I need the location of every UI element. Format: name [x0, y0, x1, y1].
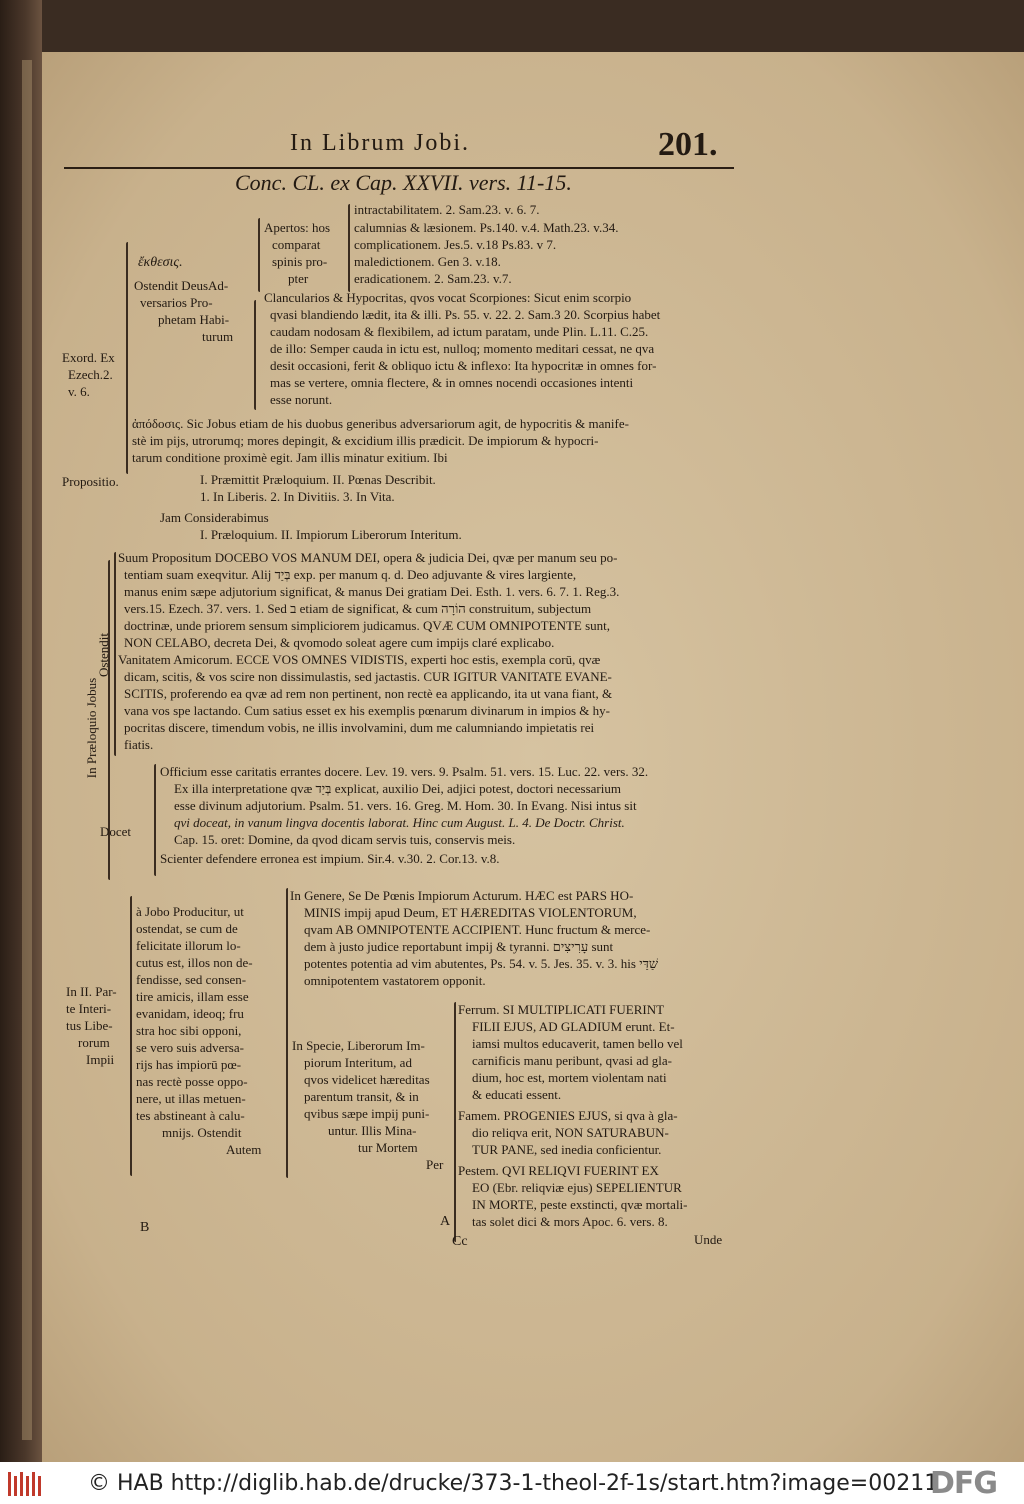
producitur-line: nas rectè posse oppo- [136, 1074, 248, 1089]
specie-line: qvos videlicet hæreditas [304, 1072, 430, 1087]
clancularios-line: caudam nodosam & flexibilem, ad ictum paratam, unde Plin. L.11. C.25. [270, 324, 649, 339]
clancularios-line: mas se vertere, omnia flectere, & in omnes nocendi occasiones intenti [270, 375, 634, 390]
signature-b: B [140, 1220, 150, 1235]
propositio-label: Propositio. [62, 474, 119, 489]
pestem-line: Pestem. QVI RELIQVI FUERINT EX [458, 1163, 659, 1178]
specie-line: untur. Illis Mina- [328, 1123, 417, 1138]
exord-label: Exord. Ex [62, 350, 115, 365]
ostendit-line: manus enim sæpe adjutorium significat, & manus Dei gratiam Dei. Esth. 1. vers. 6. 7. 1. Reg.3. [124, 584, 620, 599]
ostendit-side-label: Ostendit [96, 632, 111, 678]
propositio-line: 1. In Liberis. 2. In Divitiis. 3. In Vita. [200, 489, 395, 504]
genere-line: omnipotentem vastatorem opponit. [304, 973, 486, 988]
hab-logo-icon [6, 1470, 50, 1498]
producitur-line: tire amicis, illam esse [136, 989, 249, 1004]
genere-line: potentes potentia ad vim abutentes, Ps. 54. v. 5. Jes. 35. v. 3. his שַׁדַּי [304, 956, 659, 971]
ostendit-line: tentiam suam exeqvitur. Alij בְּיַד exp. per manum q. d. Deo adjuvante & vires largiente, [124, 567, 577, 582]
docet-line: qvi doceat, in vanum lingva docentis laborat. Hinc cum August. L. 4. De Doctr. Christ. [174, 815, 625, 830]
producitur-line: felicitate illorum lo- [136, 938, 241, 953]
propositio-line: Jam Considerabimus [160, 510, 269, 525]
footer-bar [0, 1462, 1024, 1504]
ostendit-label: Ostendit DeusAd- [134, 278, 229, 293]
ostendit-line: NON CELABO, decreta Dei, & qvomodo soleat agere cum impijs claré explicabo. [124, 635, 555, 650]
propositio-line: I. Præloquium. II. Impiorum Liberorum Interitum. [200, 527, 462, 542]
specie-line: Per [426, 1157, 444, 1172]
interitus-label: In II. Par- [66, 984, 117, 999]
ostendit-line: Vanitatem Amicorum. ECCE VOS OMNES VIDISTIS, experti hoc estis, exempla corū, qvæ [118, 652, 601, 667]
exord-label: v. 6. [68, 384, 90, 399]
producitur-line: mnijs. Ostendit [162, 1125, 242, 1140]
specie-line: tur Mortem [358, 1140, 418, 1155]
apertos-item: intractabilitatem. 2. Sam.23. v. 6. 7. [354, 202, 540, 217]
producitur-line: Autem [226, 1142, 262, 1157]
apodosis-line: tarum conditione proximè egit. Jam illis minatur exitium. Ibi [132, 450, 448, 465]
clancularios-line: qvasi blandiendo lædit, ita & illi. Ps. 55. v. 22. 2. Sam.3 20. Scorpius habet [270, 307, 661, 322]
bracket-ostendit-2 [114, 552, 116, 756]
bracket-interitus [130, 896, 132, 1176]
docet-line: Scienter defendere erronea est impium. Sir.4. v.30. 2. Cor.13. v.8. [160, 851, 500, 866]
ostendit-line: doctrinæ, unde priorem sensum simpliciorem judicamus. QVÆ CUM OMNIPOTENTE sunt, [124, 618, 611, 633]
header-rule [64, 167, 734, 169]
genere-line: MINIS impij apud Deum, ET HÆREDITAS VIOLENTORUM, [304, 905, 637, 920]
clancularios-line: de illo: Semper cauda in ictu est, nulloq; momento meditari cessat, ne qva [270, 341, 655, 356]
exord-label: Ezech.2. [68, 367, 113, 382]
ostendit-line: vana vos spe lactando. Cum satius esset ex his exemplis pœnarum divinarum in impios & hy- [124, 703, 610, 718]
book-page [42, 52, 1024, 1462]
praeloquio-label: In Præloquio Jobus [84, 677, 99, 779]
docet-line: Ex illa interpretatione qvæ בְּיַד explicat, auxilio Dei, adjici potest, doctori necessarium [174, 781, 621, 796]
catchword: Unde [694, 1232, 723, 1247]
producitur-line: stra hoc sibi opponi, [136, 1023, 242, 1038]
bracket-apertos [258, 218, 260, 292]
pestem-line: EO (Ebr. reliqviæ ejus) SEPELIENTUR [472, 1180, 682, 1195]
producitur-line: se vero suis adversa- [136, 1040, 244, 1055]
producitur-line: rijs has impiorū pœ- [136, 1057, 242, 1072]
running-title: In Librum Jobi. [290, 130, 470, 156]
specie-line: parentum transit, & in [304, 1089, 419, 1104]
interitus-label: te Interi- [66, 1001, 112, 1016]
specie-line: piorum Interitum, ad [304, 1055, 412, 1070]
specie-line: qvibus sæpe impij puni- [304, 1106, 430, 1121]
producitur-line: nere, ut illas metuen- [136, 1091, 246, 1106]
page-edge [22, 60, 32, 1440]
ostendit-label: phetam Habi- [158, 312, 230, 327]
dfg-logo: DFG [930, 1466, 998, 1501]
ostendit-label: versarios Pro- [140, 295, 213, 310]
chapter-heading: Conc. CL. ex Cap. XXVII. vers. 11-15. [235, 170, 572, 195]
producitur-line: evanidam, ideoq; fru [136, 1006, 244, 1021]
genere-line: qvam AB OMNIPOTENTE ACCIPIENT. Hunc fructum & merce- [304, 922, 651, 937]
specie-line: In Specie, Liberorum Im- [292, 1038, 425, 1053]
ostendit-line: fiatis. [124, 737, 154, 752]
bracket-per [454, 1002, 456, 1242]
producitur-line: ostendat, se cum de [136, 921, 238, 936]
ferrum-line: FILII EJUS, AD GLADIUM erunt. Et- [472, 1019, 675, 1034]
ferrum-line: dium, hoc est, mortem violentam nati [472, 1070, 667, 1085]
genere-line: In Genere, Se De Pœnis Impiorum Acturum. HÆC est PARS HO- [290, 888, 634, 903]
docet-label: Docet [100, 824, 132, 839]
pestem-line: tas solet dici & mors Apoc. 6. vers. 8. [472, 1214, 668, 1229]
copyright-link[interactable]: © HAB http://diglib.hab.de/drucke/373-1-theol-2f-1s/start.htm?image=00211 [88, 1471, 939, 1496]
ostendit-line: Suum Propositum DOCEBO VOS MANUM DEI, opera & judicia Dei, qvæ per manum seu po- [118, 550, 618, 565]
producitur-line: fendisse, sed consen- [136, 972, 247, 987]
bracket-ostendit [254, 300, 256, 410]
apertos-item: complicationem. Jes.5. v.18 Ps.83. v 7. [354, 237, 557, 252]
famem-line: TUR PANE, sed inedia conficientur. [472, 1142, 662, 1157]
bracket-autem [286, 888, 288, 1178]
apertos-label: pter [288, 271, 309, 286]
clancularios-line: Clancularios & Hypocritas, qvos vocat Scorpiones: Sicut enim scorpio [264, 290, 632, 305]
ferrum-line: & educati essent. [472, 1087, 562, 1102]
apertos-label: comparat [272, 237, 321, 252]
famem-line: Famem. PROGENIES EJUS, si qva à gla- [458, 1108, 678, 1123]
producitur-line: cutus est, illos non de- [136, 955, 253, 970]
interitus-label: rorum [78, 1035, 110, 1050]
ferrum-line: iamsi multos educaverit, tamen bello vel [472, 1036, 683, 1051]
docet-line: esse divinum adjutorium. Psalm. 51. vers. 16. Greg. M. Hom. 30. In Evang. Nisi intus sit [174, 798, 637, 813]
bracket-exord [126, 242, 128, 474]
apodosis-line: ἀπόδοσις. Sic Jobus etiam de his duobus generibus adversariorum agit, de hypocritis & manife- [132, 416, 629, 431]
producitur-line: à Jobo Producitur, ut [136, 904, 244, 919]
apertos-item: calumnias & læsionem. Ps.140. v.4. Math.23. v.34. [354, 220, 619, 235]
interitus-label: tus Libe- [66, 1018, 113, 1033]
interitus-label: Impii [86, 1052, 115, 1067]
propositio-line: I. Præmittit Præloquium. II. Pœnas Describit. [200, 472, 436, 487]
apertos-label: Apertos: hos [264, 220, 331, 235]
ostendit-line: SCITIS, proferendo ea qvæ ad rem non pertinent, non rectè ea applicando, ita ut vana fiant, & [124, 686, 613, 701]
ekthesis-label: ἔκθεσις. [138, 255, 183, 270]
ferrum-line: carnificis manu peribunt, qvasi ad gla- [472, 1053, 672, 1068]
book-spine [0, 0, 42, 1462]
clancularios-line: esse norunt. [270, 392, 333, 407]
clancularios-line: desit occasioni, ferit & obliquo ictu & inflexo: Ita hypocritæ in omnes for- [270, 358, 657, 373]
apertos-label: spinis pro- [272, 254, 328, 269]
page-number: 201. [658, 126, 718, 163]
ostendit-line: vers.15. Ezech. 37. vers. 1. Sed ב etiam de significat, & cum הוֹרָה construitum, subjectum [124, 601, 592, 616]
apodosis-line: stè im pijs, utrorumq; mores depingit, & excidium illis prædicit. De impiorum & hypocri- [132, 433, 599, 448]
signature-cc: Cc [452, 1234, 468, 1249]
genere-line: dem à justo judice reportabunt impij & tyranni. עָרִיצִים sunt [304, 939, 614, 954]
apertos-item: eradicationem. 2. Sam.23. v.7. [354, 271, 512, 286]
ostendit-line: pocritas discere, timendum vobis, ne illis involvamini, dum me calumniando impietatis rei [124, 720, 595, 735]
bracket-docet [154, 764, 156, 876]
bracket-apertos-items [348, 204, 350, 292]
docet-line: Cap. 15. oret: Domine, da qvod dicam servis tuis, conservis meis. [174, 832, 516, 847]
apertos-item: maledictionem. Gen 3. v.18. [354, 254, 501, 269]
ferrum-line: Ferrum. SI MULTIPLICATI FUERINT [458, 1002, 665, 1017]
signature-a: A [440, 1214, 451, 1229]
ostendit-line: dicam, scitis, & vos scire non dissimulastis, sed jactastis. CUR IGITUR VANITATE EVANE- [124, 669, 612, 684]
docet-line: Officium esse caritatis errantes docere. Lev. 19. vers. 9. Psalm. 51. vers. 15. Luc. 22. vers. 32. [160, 764, 649, 779]
pestem-line: IN MORTE, peste exstincti, qvæ mortali- [472, 1197, 688, 1212]
famem-line: dio reliqva erit, NON SATURABUN- [472, 1125, 669, 1140]
ostendit-label: turum [202, 329, 234, 344]
producitur-line: tes abstineant à calu- [136, 1108, 245, 1123]
